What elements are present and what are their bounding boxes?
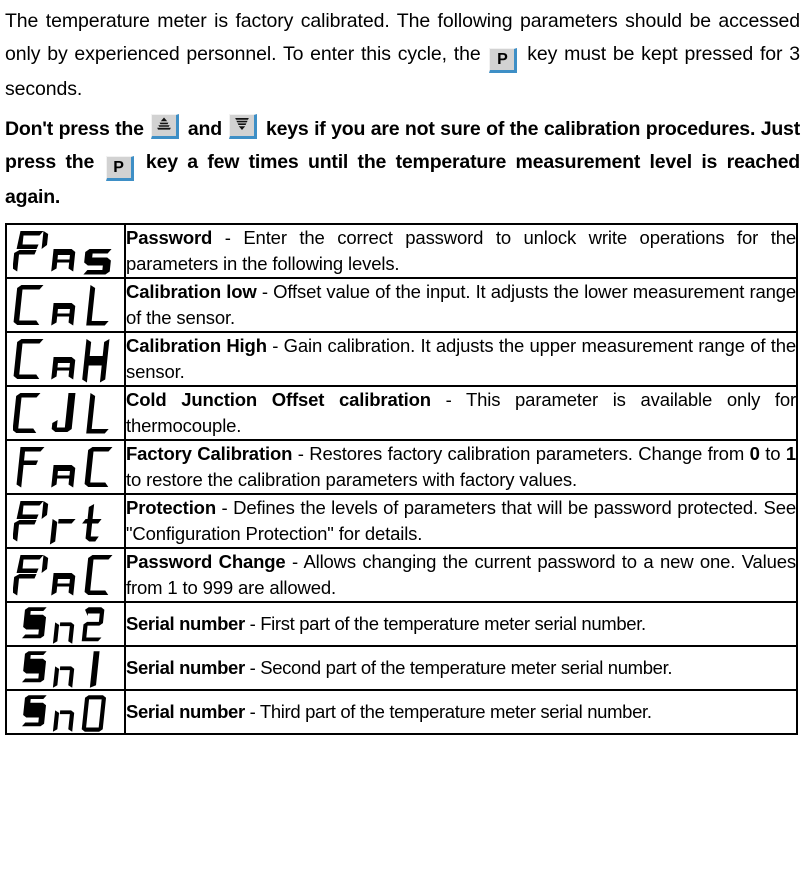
lcd-code-sn2: [16, 603, 116, 645]
table-row: [6, 690, 797, 734]
parameter-description-cell: [125, 646, 797, 690]
p-key-icon[interactable]: P: [489, 48, 517, 73]
parameter-code-cell: [6, 386, 125, 440]
parameter-description-cell: [125, 332, 797, 386]
table-row: [6, 224, 797, 278]
intro-paragraph: [0, 0, 807, 106]
parameter-separator: -: [285, 551, 304, 572]
warning-text-part1: Don't press the: [5, 118, 150, 140]
parameter-code-cell: [6, 278, 125, 332]
parameter-term: Serial number: [126, 657, 245, 678]
parameter-code-cell: [6, 602, 125, 646]
warning-text-part4: key a few times until the temperature measurement level is reached again.: [5, 151, 800, 208]
parameter-separator: -: [212, 227, 244, 248]
parameter-separator: -: [430, 389, 466, 410]
table-row: [6, 332, 797, 386]
lcd-code-prt: [13, 496, 118, 546]
parameter-value-to: 1: [785, 443, 796, 464]
table-row: [6, 602, 797, 646]
parameter-term: Cold Junction Offset calibration: [126, 389, 431, 410]
parameter-description: Third part of the temperature meter serial number.: [259, 701, 652, 722]
parameter-description-cell: [125, 602, 797, 646]
intro-text-part2: key must be kept pressed for 3 seconds.: [5, 43, 800, 100]
up-arrow-key-icon[interactable]: [151, 114, 179, 139]
warning-paragraph: [0, 106, 807, 214]
parameter-code-cell: [6, 646, 125, 690]
intro-text-part1: The temperature meter is factory calibrated. The following parameters should be accessed only by experienced personnel. To enter this cycle, the: [5, 10, 800, 65]
parameter-description: First part of the temperature meter serial number.: [260, 613, 646, 634]
lcd-code-fac: [13, 442, 118, 492]
parameter-term: Protection: [126, 497, 216, 518]
parameter-description-cell: [125, 278, 797, 332]
lcd-code-cal: [13, 280, 118, 330]
parameter-table-body: [6, 224, 797, 734]
table-row: [6, 548, 797, 602]
parameter-code-cell: [6, 494, 125, 548]
lcd-code-cjl: [13, 388, 118, 438]
parameter-description: Defines the levels of parameters that will be password protected. See "Configuration Protection" for details.: [126, 497, 797, 544]
parameter-term: Password: [126, 227, 213, 248]
parameter-term: Factory Calibration: [126, 443, 293, 464]
parameter-code-cell: [6, 548, 125, 602]
table-row: [6, 386, 797, 440]
lcd-code-pac: [13, 550, 118, 600]
parameter-code-cell: [6, 332, 125, 386]
parameter-description-mid1: to: [759, 443, 786, 464]
parameter-description: Allows changing the current password to a new one. Values from 1 to 999 are allowed.: [126, 551, 796, 598]
table-row: [6, 278, 797, 332]
p-key-icon-2[interactable]: P: [106, 156, 134, 181]
parameter-code-cell: [6, 224, 125, 278]
table-row: [6, 494, 797, 548]
parameter-description-cell: [125, 386, 797, 440]
parameter-description-cell: [125, 548, 797, 602]
parameter-description-cell: [125, 440, 797, 494]
parameter-description-cell: [125, 224, 797, 278]
lcd-code-sn1: [16, 647, 116, 689]
parameter-description: Second part of the temperature meter serial number.: [260, 657, 673, 678]
lcd-code-sn0: [16, 691, 116, 733]
parameter-separator: -: [244, 613, 261, 634]
parameter-description: Offset value of the input. It adjusts the lower measurement range of the sensor.: [126, 281, 797, 328]
parameter-description-mid2: to restore the calibration parameters with factory values.: [126, 469, 577, 490]
parameter-table: [5, 223, 798, 735]
parameter-separator: -: [266, 335, 284, 356]
table-row: [6, 440, 797, 494]
parameter-description: This parameter is available only for thermocouple.: [126, 389, 797, 436]
parameter-term: Calibration low: [126, 281, 257, 302]
parameter-code-cell: [6, 440, 125, 494]
parameter-separator: -: [215, 497, 234, 518]
lcd-code-pas: [13, 226, 118, 276]
parameter-value-from: 0: [749, 443, 760, 464]
warning-text-part2: and: [182, 118, 228, 140]
parameter-code-cell: [6, 690, 125, 734]
parameter-separator: -: [244, 657, 261, 678]
parameter-separator: -: [256, 281, 274, 302]
parameter-description: Enter the correct password to unlock write operations for the parameters in the following levels.: [126, 227, 796, 274]
parameter-description-cell: [125, 690, 797, 734]
parameter-separator: -: [244, 701, 260, 722]
parameter-separator: -: [292, 443, 310, 464]
parameter-term: Password Change: [126, 551, 286, 572]
parameter-description-cell: [125, 494, 797, 548]
parameter-description: Gain calibration. It adjusts the upper measurement range of the sensor.: [126, 335, 796, 382]
parameter-term: Serial number: [126, 701, 245, 722]
warning-text-part3: keys if you are not sure of the calibration procedures. Just press the: [5, 118, 800, 173]
lcd-code-cah: [13, 334, 118, 384]
table-row: [6, 646, 797, 690]
parameter-term: Calibration High: [126, 335, 267, 356]
parameter-description-pre: Restores factory calibration parameters. Change from: [309, 443, 750, 464]
parameter-term: Serial number: [126, 613, 245, 634]
down-arrow-key-icon[interactable]: [229, 114, 257, 139]
